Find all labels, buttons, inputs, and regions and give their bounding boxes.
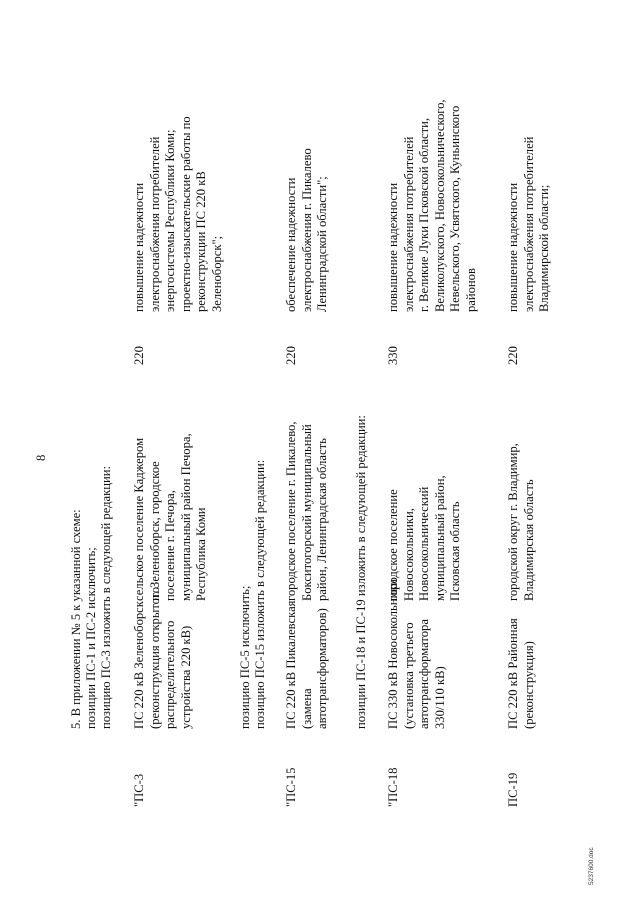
- row-name: ПС 330 кВ Новосокольники (установка третьего автотрансформатора 330/110 кВ): [386, 578, 447, 729]
- mid1-line-1: позицию ПС-5 исключить;: [238, 585, 252, 729]
- row-location: сельское поселение Каджером п. Зеленоборск, городское поселение г. Печора, муниципальный район Печора, Республика Коми: [132, 433, 208, 601]
- row-code: ПС-19: [506, 772, 520, 807]
- row-purpose: повышение надежности электроснабжения потребителей Владимирской области;: [506, 136, 551, 312]
- intro-line-3: позицию ПС-3 изложить в следующей редакции:: [99, 466, 113, 729]
- footer-file-code: 5237600.doc: [588, 847, 595, 885]
- row-name: ПС 220 кВ Районная (реконструкция): [506, 618, 536, 729]
- row-purpose: повышение надежности электроснабжения потребителей г. Великие Луки Псковской области, Великолукского, Новосокольнического, Невельского, Усвятского, Куньинского районов: [386, 99, 478, 312]
- row-name: ПС 220 кВ Зеленоборск (реконструкция открытого распределительного устройства 220 кВ): [132, 586, 193, 729]
- row-location: городской округ г. Владимир, Владимирская область: [506, 443, 536, 601]
- row-voltage: 220: [132, 346, 146, 365]
- row-code: "ПС-3: [132, 773, 146, 807]
- row-code: "ПС-15: [284, 767, 298, 807]
- row-name: ПС 220 кВ Пикалевская (замена автотрансформаторов): [284, 600, 329, 729]
- intro-line-2: позиции ПС-1 и ПС-2 исключить;: [84, 547, 98, 729]
- row-location: городское поселение г. Пикалево, Бокситогорский муниципальный район, Ленинградская область: [284, 421, 329, 601]
- row-location: городское поселение Новосокольники, Новосокольнический муниципальный район, Псковская область: [386, 475, 462, 601]
- row-code: "ПС-18: [386, 767, 400, 807]
- intro-line-1: 5. В приложении № 5 к указанной схеме:: [69, 509, 83, 729]
- mid2-line-1: позиции ПС-18 и ПС-19 изложить в следующей редакции:: [354, 415, 368, 729]
- row-voltage: 220: [284, 346, 298, 365]
- page-number: 8: [34, 454, 48, 461]
- row-purpose: повышение надежности электроснабжения потребителей энергосистемы Республики Коми; проектно-изыскательские работы по реконструкции ПС 220 кВ Зеленоборск";: [132, 116, 224, 312]
- row-voltage: 220: [506, 346, 520, 365]
- row-purpose: обеспечение надежности электроснабжения г. Пикалево Ленинградской области";: [284, 148, 329, 312]
- row-voltage: 330: [386, 346, 400, 365]
- mid1-line-2: позицию ПС-15 изложить в следующей редакции:: [253, 459, 267, 729]
